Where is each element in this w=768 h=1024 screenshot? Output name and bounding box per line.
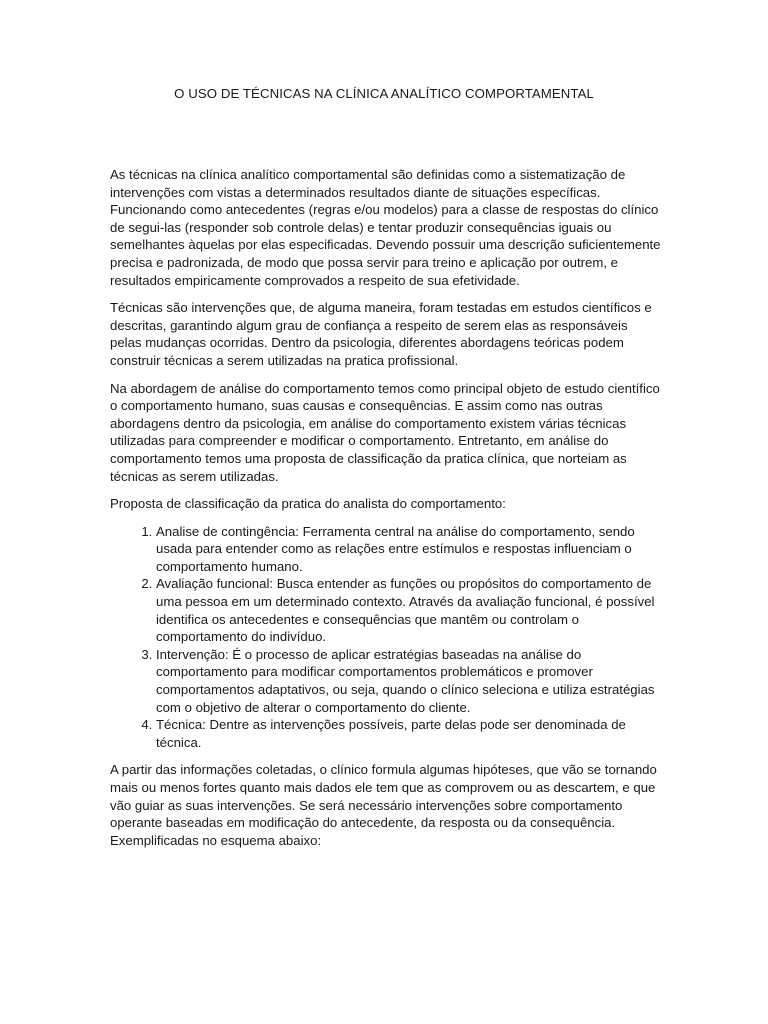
list-item: 4. Técnica: Dentre as intervenções possíveis, parte delas pode ser denominada de técnica. bbox=[156, 716, 662, 751]
paragraph-classification-proposal: Proposta de classificação da pratica do analista do comportamento: bbox=[110, 496, 506, 512]
document-title: O USO DE TÉCNICAS NA CLÍNICA ANALÍTICO COMPORTAMENTAL bbox=[174, 86, 594, 101]
document-body bbox=[110, 166, 662, 859]
paragraph-intro: As técnicas na clínica analítico comportamental são definidas como a sistematização de intervenções com vistas a determinados resultados diante de situações específicas. Funcionando como antecedentes (regras e/ou modelos) para a classe de respostas do clínico de segui-las (responder sob controle delas) e tentar produzir consequências iguais ou semelhantes àquelas por elas especificadas. Devendo possuir uma descrição suficientemente precisa e padronizada, de modo que possa servir para treino e aplicação por outrem, e resultados empiricamente comprovados a respeito de sua efetividade. bbox=[110, 167, 661, 288]
list-item: 1. Analise de contingência: Ferramenta central na análise do comportamento, sendo usada para entender como as relações entre estímulos e respostas influenciam o comportamento humano. bbox=[156, 523, 662, 576]
paragraph-techniques: Técnicas são intervenções que, de alguma maneira, foram testadas em estudos científicos e descritas, garantindo algum grau de confiança a respeito de serem elas as responsáveis pelas mudanças ocorridas. Dentro da psicologia, diferentes abordagens teóricas podem construir técnicas a serem utilizadas na pratica profissional. bbox=[110, 300, 652, 368]
classification-list bbox=[110, 523, 662, 752]
paragraph-closing: A partir das informações coletadas, o clínico formula algumas hipóteses, que vão se tornando mais ou menos fortes quanto mais dados ele tem que as comprovem ou as descartem, e que vão guiar as suas intervenções. Se será necessário intervenções sobre comportamento operante baseadas em modificação do antecedente, da resposta ou da consequência. Exemplificadas no esquema abaixo: bbox=[110, 762, 657, 848]
list-item: 2. Avaliação funcional: Busca entender as funções ou propósitos do comportamento de uma pessoa em um determinado contexto. Através da avaliação funcional, é possível identifica os antecedentes e consequências que mantêm ou controlam o comportamento do indivíduo. bbox=[156, 575, 662, 645]
paragraph-behavior-analysis: Na abordagem de análise do comportamento temos como principal objeto de estudo científico o comportamento humano, suas causas e consequências. E assim como nas outras abordagens dentro da psicologia, em análise do comportamento existem várias técnicas utilizadas para compreender e modificar o comportamento. Entretanto, em análise do comportamento temos uma proposta de classificação da pratica clínica, que norteiam as técnicas as serem utilizadas. bbox=[110, 380, 660, 484]
list-item: 3. Intervenção: É o processo de aplicar estratégias baseadas na análise do comportamento para modificar comportamentos problemáticos e promover comportamentos adaptativos, ou seja, quando o clínico seleciona e utiliza estratégias com o objetivo de alterar o comportamento do cliente. bbox=[156, 646, 662, 716]
